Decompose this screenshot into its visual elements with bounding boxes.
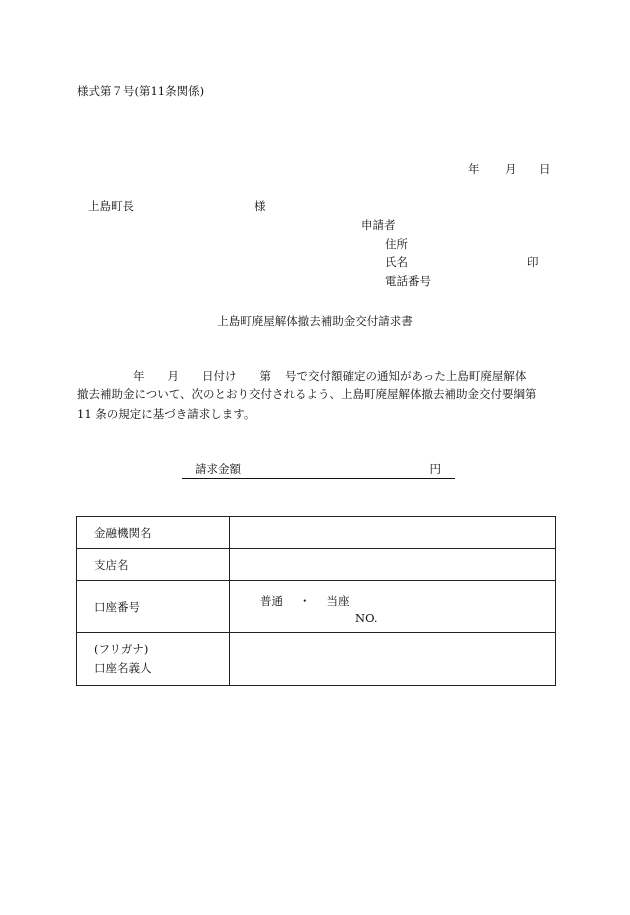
addressee-name: 上島町長 xyxy=(88,199,134,213)
date-day-label: 日 xyxy=(539,162,551,176)
body-line-1 xyxy=(77,368,526,384)
bank-name-label: 金融機関名 xyxy=(77,517,230,549)
account-type-separator: ・ xyxy=(299,594,311,608)
branch-name-field xyxy=(230,549,556,581)
account-type-ordinary: 普通 xyxy=(260,594,283,608)
body-dated-label: 日付け xyxy=(202,369,237,383)
body-month-label: 月 xyxy=(167,369,179,383)
account-holder-label: 口座名義人 xyxy=(94,661,152,675)
addressee-honorific: 様 xyxy=(254,199,266,213)
applicant-phone-label: 電話番号 xyxy=(385,274,431,288)
table-row xyxy=(77,549,556,581)
branch-name-label: 支店名 xyxy=(77,549,230,581)
account-holder-label-cell xyxy=(77,633,230,686)
account-number-field xyxy=(230,581,556,633)
claim-amount-field xyxy=(182,461,455,479)
account-number-label: 口座番号 xyxy=(77,581,230,633)
account-type-current: 当座 xyxy=(326,594,350,608)
date-year-label: 年 xyxy=(468,162,480,176)
applicant-name-label: 氏名 xyxy=(385,255,408,269)
body-line-2: 撤去補助金について、次のとおり交付されるよう、上島町廃屋解体撤去補助金交付要綱第 xyxy=(77,387,537,401)
document-title: 上島町廃屋解体撤去補助金交付請求書 xyxy=(217,314,413,328)
claim-amount-label: 請求金額 xyxy=(195,462,241,476)
form-number: 様式第７号(第11条関係) xyxy=(77,84,205,98)
account-holder-kana-label: (フリガナ) xyxy=(94,642,149,656)
date-month-label: 月 xyxy=(505,162,517,176)
table-row xyxy=(77,581,556,633)
table-row xyxy=(77,517,556,549)
bank-name-field xyxy=(230,517,556,549)
claim-amount-unit: 円 xyxy=(429,462,441,476)
body-line-1-text: 号で交付額確定の通知があった上島町廃屋解体 xyxy=(285,369,527,383)
account-type-options xyxy=(260,593,350,609)
bank-account-table xyxy=(76,516,556,686)
account-holder-field xyxy=(230,633,556,686)
body-no-label: 第 xyxy=(259,369,271,383)
body-year-label: 年 xyxy=(133,369,145,383)
table-row xyxy=(77,633,556,686)
applicant-heading: 申請者 xyxy=(361,218,396,232)
applicant-address-label: 住所 xyxy=(385,237,408,251)
account-no-prefix: NO. xyxy=(355,611,378,625)
seal-label: 印 xyxy=(527,255,539,269)
body-line-3: 11 条の規定に基づき請求します。 xyxy=(77,407,256,421)
